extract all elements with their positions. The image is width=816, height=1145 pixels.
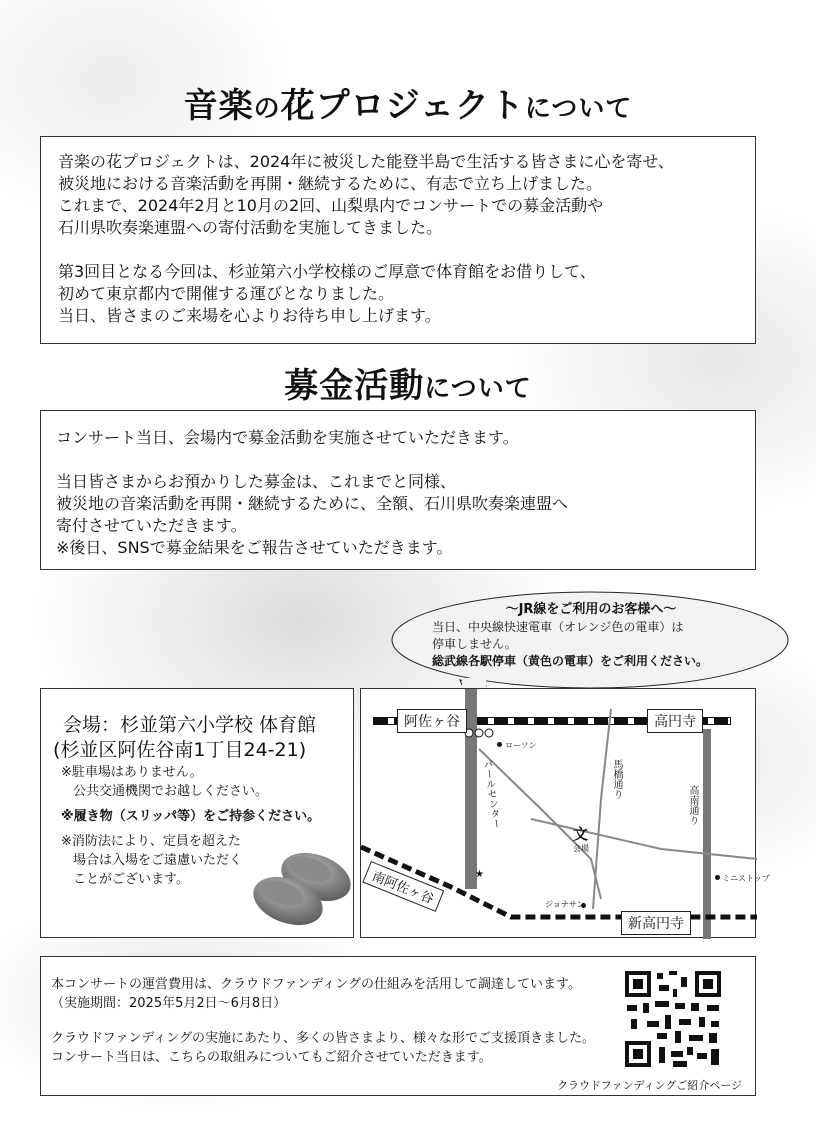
bubble-line: 当日、中央線快速電車（オレンジ色の電車）は [432,620,684,634]
project-text-line: 第3回目となる今回は、杉並第六小学校様のご厚意で体育館をお借りして、 [58,262,596,281]
qr-caption: クラウドファンディングご紹介ページ [557,1079,743,1092]
station-shin-koenji: 新高円寺 [621,911,691,935]
project-text-line: 石川県吹奏楽連盟への寄付活動を実施してきました。 [58,218,443,237]
venue-info-box [40,688,354,938]
station-minami-asagaya: 南阿佐ヶ谷 [362,861,444,912]
capacity-note-2: 場合は入場をご遠慮いただく [73,853,243,868]
parking-note-2: 公共交通機関でお越しください。 [73,784,269,799]
bubble-line: 停車しません。 [432,637,517,651]
fundraising-box [40,410,756,570]
bubble-title: ～JR線をご利用のお客様へ～ [505,602,677,617]
star-marker-icon: ★ [475,869,484,880]
venue-map-label: 会場 [573,844,589,853]
project-text-line: 当日、皆さまのご来場を心よりお待ち申し上げます。 [58,306,441,325]
project-text-line: 音楽の花プロジェクトは、2024年に被災した能登半島で生活する皆さまに心を寄せ、 [58,152,674,171]
umabashi-label: 馬橋通り [611,759,622,799]
station-koenji: 高円寺 [647,709,703,733]
slippers-image [246,849,356,929]
section-title-fundraising: 募金活動について [284,366,532,406]
fundraising-text-line: 当日皆さまからお預かりした募金は、これまでと同様、 [56,472,457,491]
lawson-label: ローソン [505,741,537,750]
konan-label: 高南通り [687,785,698,825]
qr-code-icon[interactable] [623,969,723,1069]
ministop-label: ミニストップ [722,874,770,883]
project-text-line: 被災地における音楽活動を再開・継続するために、有志で立ち上げました。 [58,174,603,193]
station-asagaya: 阿佐ヶ谷 [397,709,467,733]
venue-name: 会場：杉並第六小学校 体育館 [63,714,317,736]
section-title-project: 音楽の花プロジェクトについて [183,86,633,126]
lawson-dot [497,742,502,747]
slippers-note: ※履き物（スリッパ等）をご持参ください。 [61,809,321,824]
crowdfunding-line: コンサート当日は、こちらの取組みについてもご紹介させていただきます。 [51,1050,492,1065]
jonathan-label: ジョナサン [545,900,585,909]
fundraising-text-line: 寄付させていただきます。 [56,516,247,535]
ministop-dot [715,875,720,880]
capacity-note: ※消防法により、定員を超えた [61,834,241,849]
parking-note: ※駐車場はありません。 [61,765,203,780]
crowdfunding-line: クラウドファンディングの実施にあたり、多くの皆さまより、様々な形でご支援頂きました。 [51,1031,596,1046]
pal-center-label: パールセンター [480,758,501,830]
project-description-box [40,136,756,344]
crowdfunding-line: 本コンサートの運営費用は、クラウドファンディングの仕組みを活用して調達しています。 [51,977,582,992]
crowdfunding-period: （実施期間：2025年5月2日～6月8日） [51,996,287,1011]
venue-address: (杉並区阿佐谷南1丁目24-21) [53,739,307,761]
fundraising-text-line: コンサート当日、会場内で募金活動を実施させていただきます。 [56,428,519,447]
crowdfunding-box [40,956,756,1096]
access-map [360,688,770,938]
bubble-line-emphasis: 総武線各駅停車（黄色の電車）をご利用ください。 [432,654,709,668]
fundraising-text-line: ※後日、SNSで募金結果をご報告させていただきます。 [56,538,453,557]
venue-school-icon: 文 [573,825,589,843]
fundraising-text-line: 被災地の音楽活動を再開・継続するために、全額、石川県吹奏楽連盟へ [56,494,569,513]
project-text-line: 初めて東京都内で開催する運びとなりました。 [58,284,395,303]
project-text-line: これまで、2024年2月と10月の2回、山梨県内でコンサートでの募金活動や [58,196,604,215]
capacity-note-3: ことがございます。 [73,872,189,887]
